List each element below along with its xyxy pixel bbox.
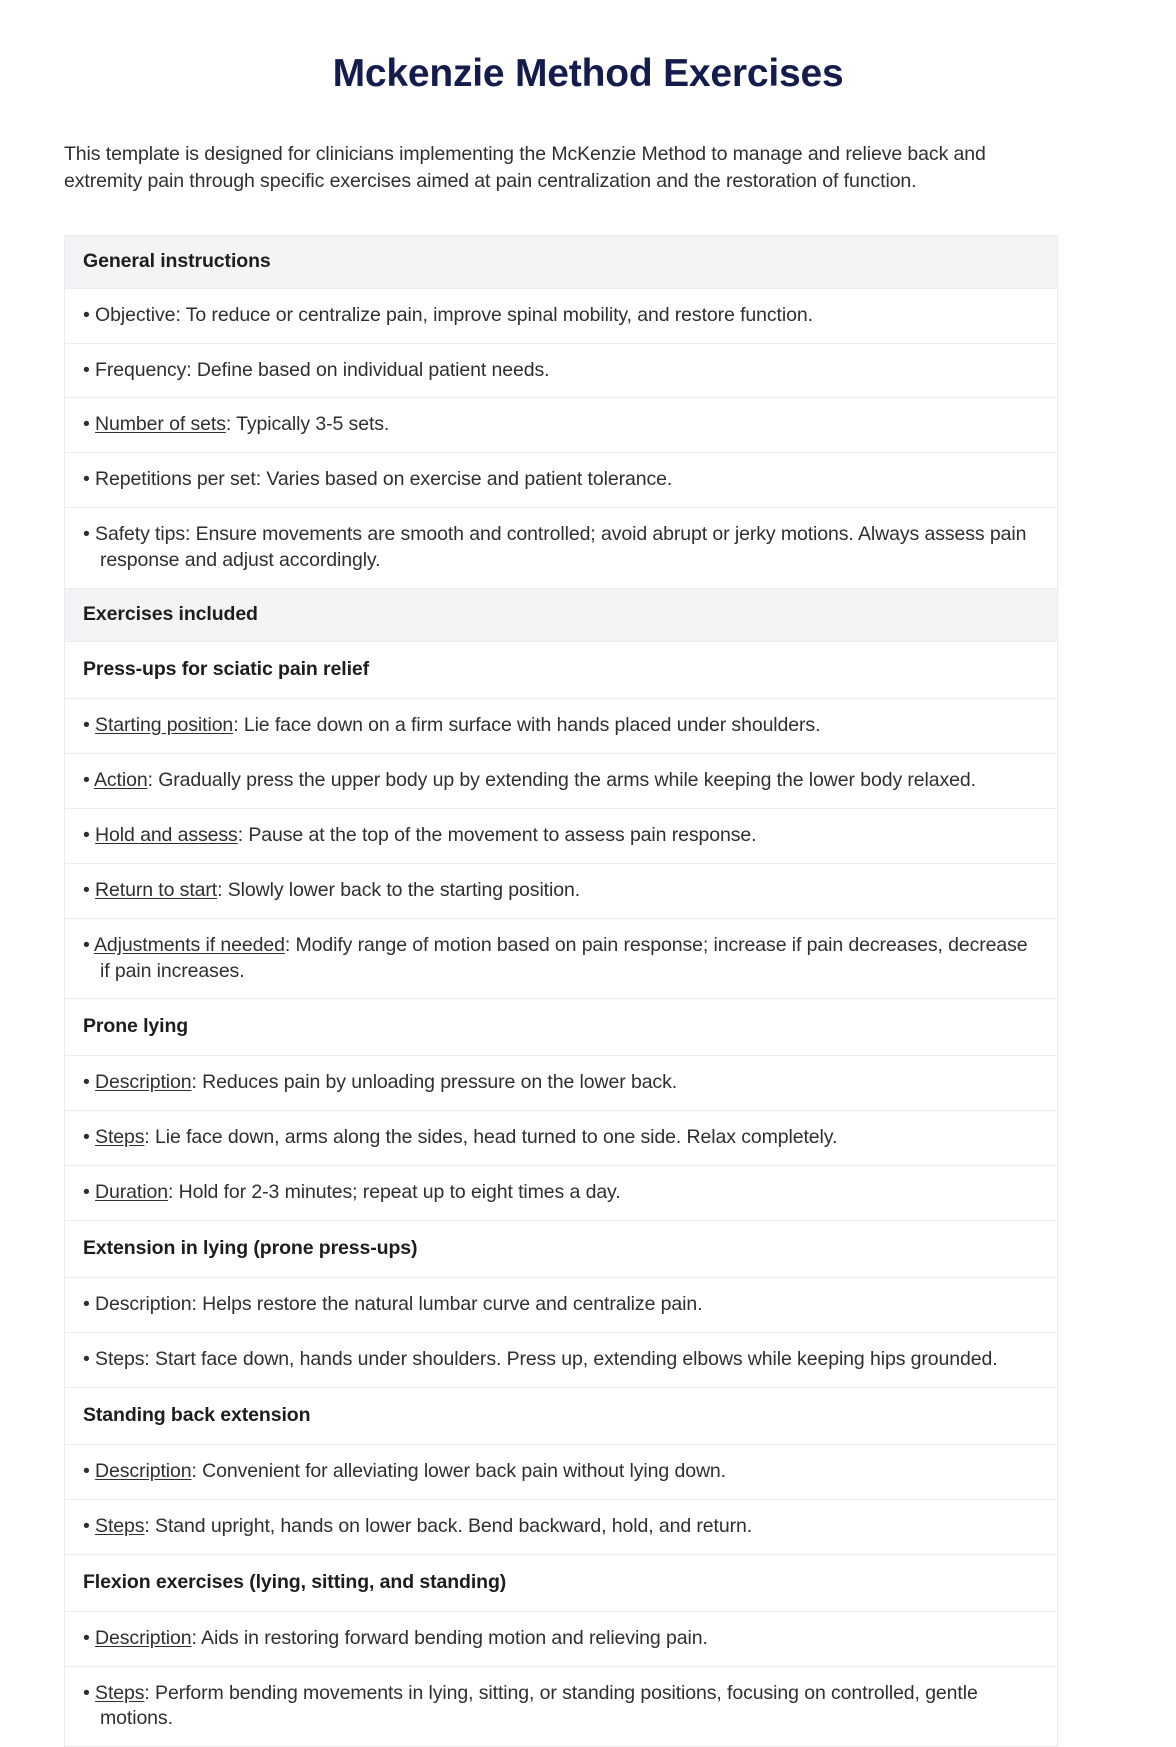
- bullet-line: [83, 1292, 1039, 1318]
- exercise-header-label: Press-ups for sciatic pain relief: [83, 658, 370, 681]
- bullet-label-link[interactable]: Hold and assess: [95, 823, 238, 846]
- bullet-label-link[interactable]: Return to start: [95, 878, 218, 901]
- bullet-icon: •: [83, 413, 96, 436]
- bullet-label: Safety tips: [95, 523, 185, 546]
- bullet-label-link[interactable]: Description: [95, 1459, 192, 1482]
- table-row: [65, 398, 1057, 453]
- intro-paragraph: This template is designed for clinicians implementing the McKenzie Method to manage and relieve back and extremity pain through specific exercises aimed at pain centralization and the restoration of function.: [64, 142, 986, 192]
- bullet-label-link[interactable]: Duration: [95, 1181, 168, 1204]
- bullet-label-link[interactable]: Adjustments if needed: [93, 933, 285, 956]
- table-row: [65, 754, 1057, 809]
- bullet-text: : To reduce or centralize pain, improve spinal mobility, and restore function.: [175, 303, 813, 326]
- bullet-icon: •: [83, 823, 96, 846]
- bullet-line: [83, 412, 1039, 438]
- bullet-icon: •: [83, 768, 94, 791]
- table-row: [65, 344, 1057, 399]
- bullet-text: : Start face down, hands under shoulders. Press up, extending elbows while keeping hips grounded.: [144, 1348, 998, 1371]
- bullet-icon: •: [83, 1459, 96, 1482]
- bullet-line: [83, 1459, 1039, 1485]
- exercise-table: [64, 235, 1058, 1747]
- exercise-header-label: Extension in lying (prone press-ups): [83, 1237, 418, 1260]
- bullet-text: : Hold for 2-3 minutes; repeat up to eight times a day.: [167, 1181, 621, 1204]
- bullet-label: Steps: [95, 1348, 145, 1371]
- bullet-icon: •: [83, 878, 96, 901]
- bullet-label-link[interactable]: Number of sets: [95, 413, 226, 436]
- exercise-header-row: [65, 1221, 1057, 1278]
- bullet-icon: •: [83, 1181, 96, 1204]
- bullet-label-link[interactable]: Steps: [95, 1514, 145, 1537]
- document-page: [0, 52, 1176, 1747]
- bullet-text: : Gradually press the upper body up by extending the arms while keeping the lower body relaxed.: [147, 768, 976, 791]
- table-row: [65, 1612, 1057, 1667]
- bullet-text: : Aids in restoring forward bending motion and relieving pain.: [191, 1626, 708, 1649]
- bullet-line: [83, 878, 1039, 904]
- bullet-line: [83, 1125, 1039, 1151]
- bullet-text: : Lie face down, arms along the sides, head turned to one side. Relax completely.: [144, 1126, 838, 1149]
- section-header-label: Exercises included: [83, 603, 258, 626]
- section-header-row: [65, 236, 1057, 289]
- exercise-header-label: Prone lying: [83, 1015, 189, 1038]
- bullet-label-link[interactable]: Description: [95, 1071, 192, 1094]
- table-row: [65, 1111, 1057, 1166]
- section-header-label: General instructions: [83, 249, 271, 272]
- bullet-line: [83, 713, 1039, 739]
- bullet-icon: •: [83, 468, 96, 491]
- bullet-text: : Slowly lower back to the starting position.: [217, 878, 581, 901]
- bullet-line: [83, 1347, 1039, 1373]
- table-row: [65, 1278, 1057, 1333]
- page-title: Mckenzie Method Exercises: [332, 52, 844, 95]
- bullet-text: : Ensure movements are smooth and controlled; avoid abrupt or jerky motions. Always assess pain response and adjust accordingly.: [100, 523, 1027, 572]
- bullet-text: : Lie face down on a firm surface with hands placed under shoulders.: [233, 713, 821, 736]
- table-row: [65, 1667, 1057, 1747]
- bullet-line: [83, 823, 1039, 849]
- bullet-line: [83, 467, 1039, 493]
- bullet-label-link[interactable]: Description: [95, 1626, 192, 1649]
- bullet-text: : Define based on individual patient needs.: [186, 358, 550, 381]
- bullet-line: [83, 358, 1039, 384]
- table-row: [65, 1056, 1057, 1111]
- table-row: [65, 1333, 1057, 1388]
- bullet-icon: •: [83, 1293, 96, 1316]
- exercise-header-row: [65, 1555, 1057, 1612]
- exercise-header-row: [65, 1388, 1057, 1445]
- table-row: [65, 864, 1057, 919]
- bullet-icon: •: [83, 303, 96, 326]
- bullet-icon: •: [83, 933, 94, 956]
- table-row: [65, 1166, 1057, 1221]
- bullet-label: Repetitions per set: [95, 468, 256, 491]
- bullet-line: [83, 1681, 1039, 1733]
- bullet-label-link[interactable]: Action: [93, 768, 148, 791]
- bullet-line: [83, 522, 1039, 574]
- table-row: [65, 453, 1057, 508]
- bullet-line: [83, 768, 1039, 794]
- bullet-line: [83, 933, 1039, 985]
- bullet-text: : Perform bending movements in lying, sitting, or standing positions, focusing on controlled, gentle motions.: [100, 1681, 978, 1730]
- bullet-icon: •: [83, 358, 96, 381]
- bullet-text: : Pause at the top of the movement to assess pain response.: [237, 823, 757, 846]
- bullet-label: Frequency: [95, 358, 187, 381]
- bullet-line: [83, 1514, 1039, 1540]
- bullet-line: [83, 1070, 1039, 1096]
- bullet-text: : Modify range of motion based on pain response; increase if pain decreases, decrease if pain increases.: [100, 933, 1028, 982]
- exercise-header-label: Flexion exercises (lying, sitting, and standing): [83, 1570, 507, 1593]
- bullet-text: : Varies based on exercise and patient tolerance.: [255, 468, 673, 491]
- bullet-label-link[interactable]: Steps: [95, 1126, 145, 1149]
- exercise-header-row: [65, 642, 1057, 699]
- table-row: [65, 289, 1057, 344]
- table-row: [65, 1445, 1057, 1500]
- bullet-icon: •: [83, 1071, 96, 1094]
- bullet-text: : Helps restore the natural lumbar curve and centralize pain.: [191, 1293, 703, 1316]
- bullet-text: : Typically 3-5 sets.: [225, 413, 390, 436]
- bullet-line: [83, 1180, 1039, 1206]
- bullet-label: Description: [95, 1293, 192, 1316]
- bullet-label-link[interactable]: Steps: [95, 1681, 145, 1704]
- bullet-text: : Convenient for alleviating lower back pain without lying down.: [191, 1459, 726, 1482]
- exercise-header-row: [65, 999, 1057, 1056]
- bullet-icon: •: [83, 523, 96, 546]
- bullet-text: : Stand upright, hands on lower back. Bend backward, hold, and return.: [144, 1514, 753, 1537]
- bullet-icon: •: [83, 1348, 96, 1371]
- exercise-header-label: Standing back extension: [83, 1403, 311, 1426]
- bullet-label: Objective: [95, 303, 176, 326]
- bullet-label-link[interactable]: Starting position: [95, 713, 234, 736]
- bullet-icon: •: [83, 1514, 96, 1537]
- bullet-icon: •: [83, 1681, 96, 1704]
- bullet-text: : Reduces pain by unloading pressure on the lower back.: [191, 1071, 678, 1094]
- bullet-icon: •: [83, 1626, 96, 1649]
- bullet-icon: •: [83, 1126, 96, 1149]
- table-row: [65, 919, 1057, 1000]
- section-header-row: [65, 589, 1057, 642]
- bullet-line: [83, 303, 1039, 329]
- table-row: [65, 508, 1057, 589]
- table-row: [65, 699, 1057, 754]
- table-row: [65, 1500, 1057, 1555]
- bullet-icon: •: [83, 713, 96, 736]
- table-row: [65, 809, 1057, 864]
